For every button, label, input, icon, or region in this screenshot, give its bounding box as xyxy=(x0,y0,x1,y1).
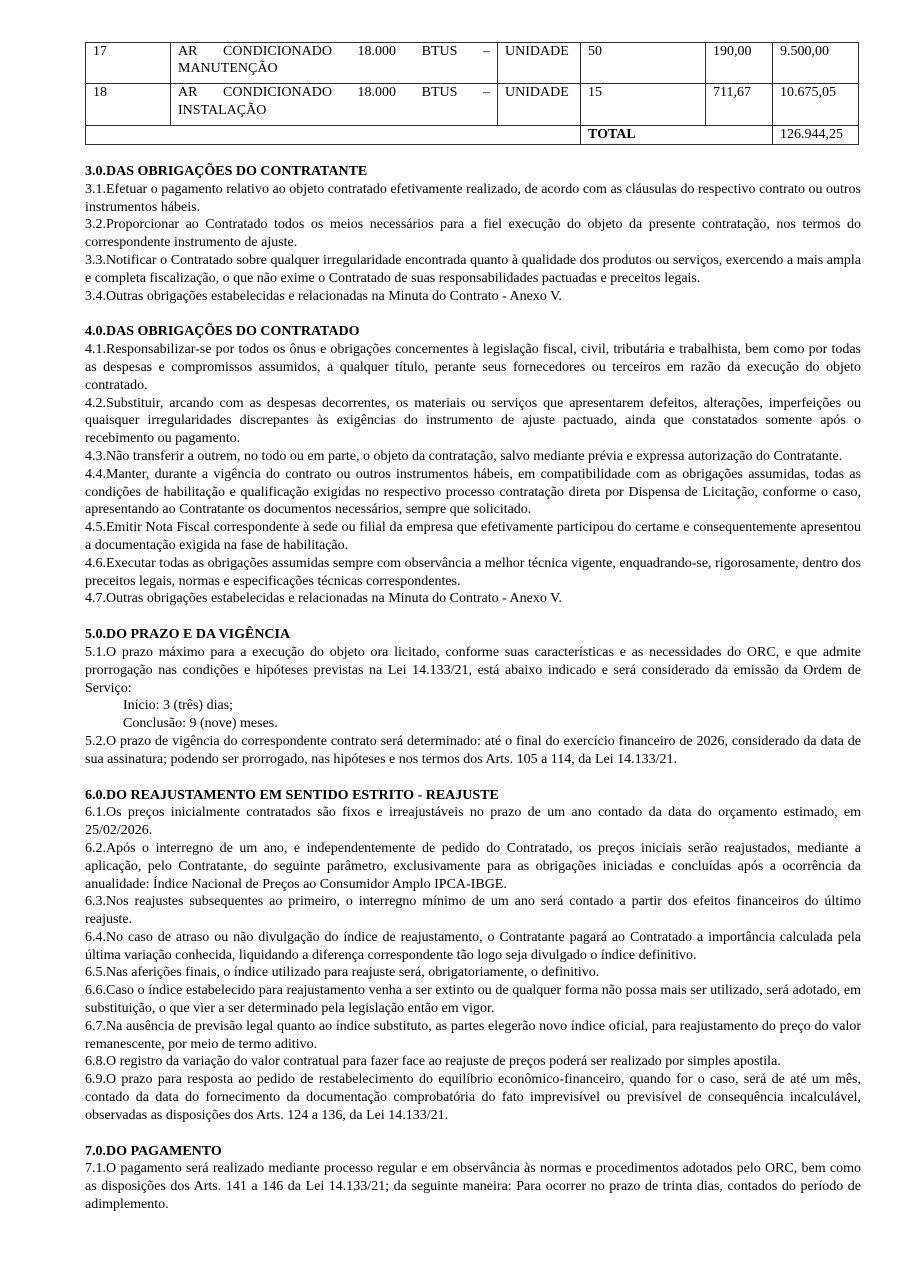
clause-4-7: 4.7.Outras obrigações estabelecidas e relacionadas na Minuta do Contrato - Anexo V. xyxy=(85,591,562,607)
clause-6-6: 6.6.Caso o índice estabelecido para reajustamento venha a ser extinto ou de qualquer forma não possa mais ser utilizado, será adotado, em substituição, o que vier a ser determinado pela legislação então em vigor. xyxy=(85,983,861,1017)
item-unit-price: 711,67 xyxy=(706,84,773,125)
clause-4-6: 4.6.Executar todas as obrigações assumidas sempre com observância a melhor técnica vigente, enquadrando-se, rigorosamente, dentro dos preceitos legais, normas e especificações técnicas correspondentes. xyxy=(85,555,861,589)
clause-7-1: 7.1.O pagamento será realizado mediante processo regular e em observância às normas e procedimentos adotados pelo ORC, bem como as disposições dos Arts. 141 a 146 da Lei 14.133/21; da seguinte maneira: Para ocorrer no prazo de trinta dias, contados do período de adimplemento. xyxy=(85,1161,861,1213)
clause-6-9: 6.9.O prazo para resposta ao pedido de restabelecimento do equilíbrio econômico-financeiro, quando for o caso, será de até um mês, contado da data do fornecimento da documentação comprobatória do fato imprevisível ou previsível de consequência incalculável, observadas as disposições dos Arts. 124 a 136, da Lei 14.133/21. xyxy=(85,1072,861,1123)
section-heading: 3.0.DAS OBRIGAÇÕES DO CONTRATANTE xyxy=(85,164,368,180)
table-total-row xyxy=(86,125,859,144)
clause-4-3: 4.3.Não transferir a outrem, no todo ou em parte, o objeto da contratação, salvo mediante prévia e expressa autorização do Contratante. xyxy=(85,448,843,464)
clause-5-1-conclusao: Conclusão: 9 (nove) meses. xyxy=(123,716,278,732)
section-obrigacoes-contratante xyxy=(85,163,861,305)
section-heading: 5.0.DO PRAZO E DA VIGÊNCIA xyxy=(85,627,291,643)
clause-4-1: 4.1.Responsabilizar-se por todos os ônus e obrigações concernentes à legislação fiscal, civil, tributária e trabalhista, bem como por todas as despesas e compromissos assumidos, a qualquer título, perante seus fornecedores ou terceiros em razão da execução do objeto contratado. xyxy=(85,342,861,393)
item-description-line2: INSTALAÇÃO xyxy=(178,102,267,118)
clause-3-4: 3.4.Outras obrigações estabelecidas e relacionadas na Minuta do Contrato - Anexo V. xyxy=(85,288,562,304)
clause-3-1: 3.1.Efetuar o pagamento relativo ao objeto contratado efetivamente realizado, de acordo com as cláusulas do respectivo contrato ou outros instrumentos hábeis. xyxy=(85,181,861,215)
clause-5-1: 5.1.O prazo máximo para a execução do objeto ora licitado, conforme suas características e as necessidades do ORC, e que admite prorrogação nas condições e hipóteses previstas na Lei 14.133/21, está abaixo indicado e será considerado da emissão da Ordem de Serviço: xyxy=(85,644,861,696)
section-heading: 7.0.DO PAGAMENTO xyxy=(85,1143,222,1159)
clause-3-2: 3.2.Proporcionar ao Contratado todos os meios necessários para a fiel execução do objeto da presente contratação, nos termos do correspondente instrumento de ajuste. xyxy=(85,217,861,251)
clause-6-1: 6.1.Os preços inicialmente contratados são fixos e irreajustáveis no prazo de um ano contado da data do orçamento estimado, em 25/02/2026. xyxy=(85,805,861,839)
item-quantity: 50 xyxy=(581,43,706,84)
section-heading: 6.0.DO REAJUSTAMENTO EM SENTIDO ESTRITO - REAJUSTE xyxy=(85,787,499,803)
clause-3-3: 3.3.Notificar o Contratado sobre qualquer irregularidade encontrada quanto à qualidade dos produtos ou serviços, exercendo a mais ampla e completa fiscalização, o que não exime o Contratado de suas responsabilidades pactuadas e preceitos legais. xyxy=(85,253,861,286)
section-obrigacoes-contratado xyxy=(85,323,861,608)
items-table xyxy=(85,42,859,145)
item-number: 18 xyxy=(86,84,171,125)
section-prazo-vigencia xyxy=(85,626,861,768)
item-description-line1: AR CONDICIONADO 18.000 BTUS – xyxy=(178,85,490,101)
document-body xyxy=(85,163,861,1214)
item-unit: UNIDADE xyxy=(498,43,581,84)
section-pagamento xyxy=(85,1143,861,1214)
total-label: TOTAL xyxy=(581,125,773,144)
clause-5-1-inicio: Início: 3 (três) dias; xyxy=(123,698,234,714)
item-total-price: 9.500,00 xyxy=(773,43,859,84)
clause-6-8: 6.8.O registro da variação do valor contratual para fazer face ao reajuste de preços poderá ser realizado por simples apostila. xyxy=(85,1054,781,1070)
total-row-spacer xyxy=(86,125,581,144)
item-unit: UNIDADE xyxy=(498,84,581,125)
table-row-item-17 xyxy=(86,43,859,84)
clause-6-5: 6.5.Nas aferições finais, o índice utilizado para reajuste será, obrigatoriamente, o definitivo. xyxy=(85,965,600,981)
section-heading: 4.0.DAS OBRIGAÇÕES DO CONTRATADO xyxy=(85,324,360,340)
clause-5-2: 5.2.O prazo de vigência do correspondente contrato será determinado: até o final do exercício financeiro de 2026, considerado da data de sua assinatura; podendo ser prorrogado, nas hipóteses e nos termos dos Arts. 105 a 114, da Lei 14.133/21. xyxy=(85,733,861,767)
clause-4-5: 4.5.Emitir Nota Fiscal correspondente à sede ou filial da empresa que efetivamente participou do certame e consequentemente apresentou a documentação exigida na fase de habilitação. xyxy=(85,520,861,553)
item-number: 17 xyxy=(86,43,171,84)
item-quantity: 15 xyxy=(581,84,706,125)
item-total-price: 10.675,05 xyxy=(773,84,859,125)
table-row-item-18 xyxy=(86,84,859,125)
item-unit-price: 190,00 xyxy=(706,43,773,84)
clause-4-4: 4.4.Manter, durante a vigência do contrato ou outros instrumentos hábeis, em compatibilidade com as obrigações assumidas, todas as condições de habilitação e qualificação exigidas no respectivo processo contratação direta por Dispensa de Licitação, conforme o caso, apresentando ao Contratante os documentos necessários, sempre que solicitado. xyxy=(85,466,861,518)
clause-6-4: 6.4.No caso de atraso ou não divulgação do índice de reajustamento, o Contratante pagará ao Contratado a importância calculada pela última variação conhecida, liquidando a diferença correspondente tão logo seja divulgado o índice definitivo. xyxy=(85,929,861,963)
item-description xyxy=(171,43,498,84)
clause-6-2: 6.2.Após o interregno de um ano, e independentemente de pedido do Contratado, os preços iniciais serão reajustados, mediante a aplicação, pelo Contratante, do seguinte parâmetro, exclusivamente para as obrigações iniciadas e concluídas após a ocorrência da anualidade: Índice Nacional de Preços ao Consumidor Amplo IPCA-IBGE. xyxy=(85,840,861,892)
item-description xyxy=(171,84,498,125)
item-description-line1: AR CONDICIONADO 18.000 BTUS – xyxy=(178,44,490,59)
clause-6-7: 6.7.Na ausência de previsão legal quanto ao índice substituto, as partes elegerão novo índice oficial, para reajustamento do preço do valor remanescente, por meio de termo aditivo. xyxy=(85,1018,861,1052)
section-reajustamento xyxy=(85,787,861,1125)
clause-6-3: 6.3.Nos reajustes subsequentes ao primeiro, o interregno mínimo de um ano será contado a partir dos efeitos financeiros do último reajuste. xyxy=(85,894,861,928)
item-description-line2: MANUTENÇÃO xyxy=(178,61,278,77)
clause-4-2: 4.2.Substituir, arcando com as despesas decorrentes, os materiais ou serviços que apresentarem defeitos, alterações, imperfeições ou quaisquer irregularidades discrepantes às exigências do instrumento de ajuste pactuado, ainda que constatados somente após o recebimento ou pagamento. xyxy=(85,395,861,447)
total-value: 126.944,25 xyxy=(773,125,859,144)
